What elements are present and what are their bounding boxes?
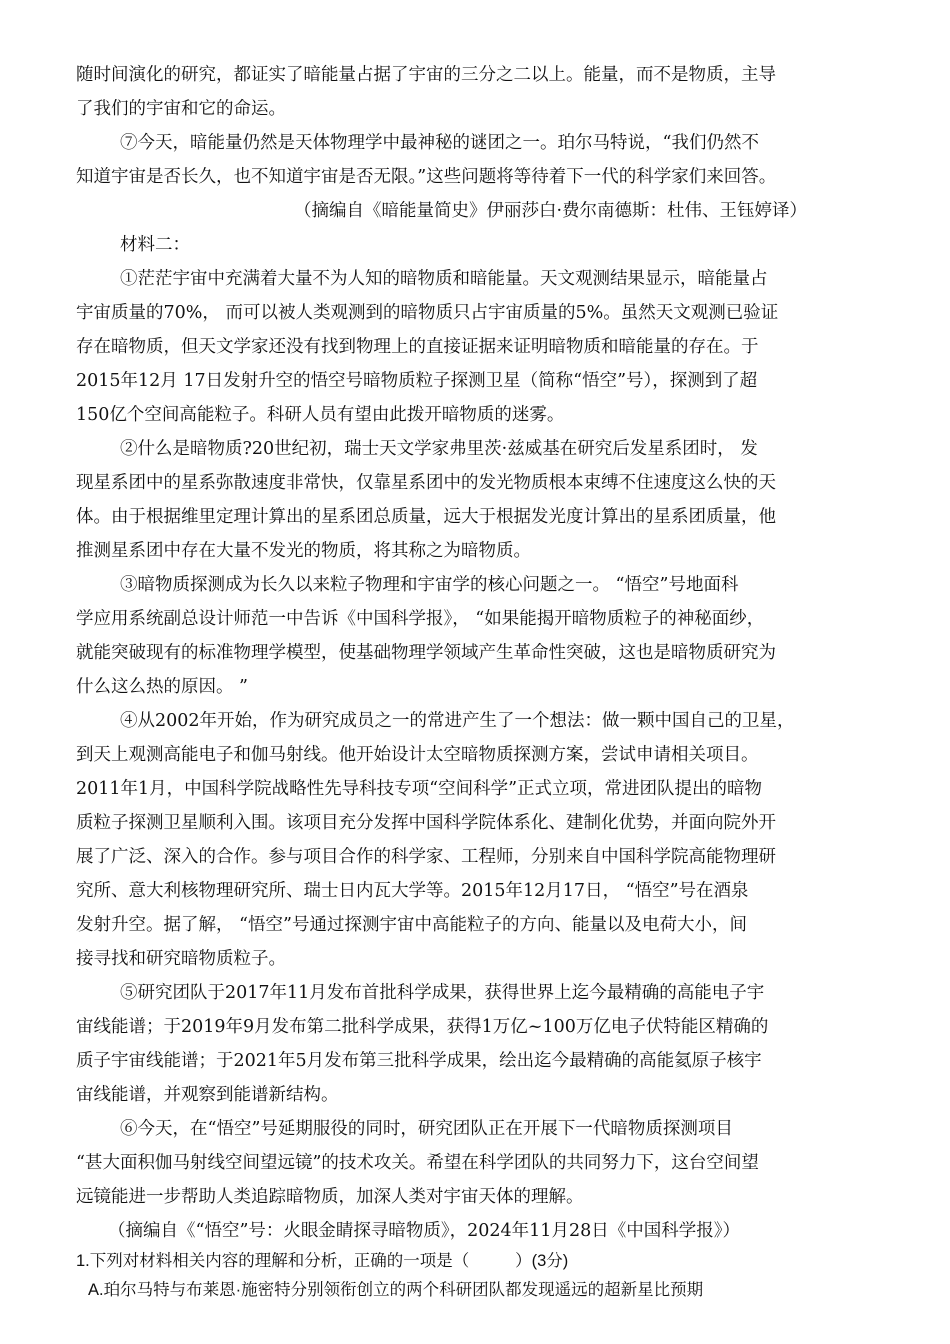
paragraph-1-line: ①茫茫宇宙中充满着大量不为人知的暗物质和暗能量。天文观测结果显示，暗能量占: [120, 269, 768, 289]
text-line: 就能突破现有的标准物理学模型，使基础物理学领域产生革命性突破，这也是暗物质研究为: [76, 643, 776, 663]
paragraph-7-line: ⑦今天，暗能量仍然是天体物理学中最神秘的谜团之一。珀尔马特说，“我们仍然不: [120, 133, 759, 153]
paragraph-6-line: ⑥今天，在“悟空”号延期服役的同时，研究团队正在开展下一代暗物质探测项目: [120, 1119, 733, 1139]
text-line: 质子宇宙线能谱；于2021年5月发布第三批科学成果，绘出迄今最精确的高能氦原子核宇: [76, 1051, 762, 1071]
text-line: 2015年12月 17日发射升空的悟空号暗物质粒子探测卫星（简称“悟空”号），探测到了超: [76, 371, 758, 391]
text-line: 推测星系团中存在大量不发光的物质，将其称之为暗物质。: [76, 541, 531, 561]
paragraph-5-line: ⑤研究团队于2017年11月发布首批科学成果，获得世界上迄今最精确的高能电子宇: [120, 983, 765, 1003]
text-line: 2011年1月，中国科学院战略性先导科技专项“空间科学”正式立项，常进团队提出的暗物: [76, 779, 763, 799]
text-line: 现星系团中的星系弥散速度非常快，仅靠星系团中的发光物质根本束缚不住速度这么快的天: [76, 473, 776, 493]
paragraph-4-line: ④从2002年开始，作为研究成员之一的常进产生了一个想法：做一颗中国自己的卫星，: [120, 711, 795, 731]
text-line: 学应用系统副总设计师范一中告诉《中国科学报》， “如果能揭开暗物质粒子的神秘面纱，: [76, 609, 765, 629]
text-line: 宙线能谱，并观察到能谱新结构。: [76, 1085, 339, 1105]
text-line: 究所、意大利核物理研究所、瑞士日内瓦大学等。2015年12月17日， “悟空”号在酒泉: [76, 881, 749, 901]
text-line: “甚大面积伽马射线空间望远镜”的技术攻关。希望在科学团队的共同努力下，这台空间望: [76, 1153, 759, 1173]
text-line: 接寻找和研究暗物质粒子。: [76, 949, 286, 969]
material-two-heading: 材料二：: [120, 235, 190, 255]
text-line: 体。由于根据维里定理计算出的星系团总质量，远大于根据发光度计算出的星系团质量，他: [76, 507, 776, 527]
source-citation-2: （摘编自《“悟空”号：火眼金睛探寻暗物质》，2024年11月28日《中国科学报》）: [108, 1221, 740, 1241]
text-line: 展了广泛、深入的合作。参与项目合作的科学家、工程师，分别来自中国科学院高能物理研: [76, 847, 776, 867]
paragraph-3-line: ③暗物质探测成为长久以来粒子物理和宇宙学的核心问题之一。 “悟空”号地面科: [120, 575, 739, 595]
question-1-stem: 1.下列对材料相关内容的理解和分析，正确的一项是（ ）(3分): [76, 1252, 569, 1270]
text-line: 发射升空。据了解， “悟空”号通过探测宇宙中高能粒子的方向、能量以及电荷大小，间: [76, 915, 747, 935]
text-line: 知道宇宙是否长久，也不知道宇宙是否无限。”这些问题将等待着下一代的科学家们来回答。: [76, 167, 777, 187]
text-line: 宇宙质量的70%， 而可以被人类观测到的暗物质只占宇宙质量的5%。虽然天文观测已验证: [76, 303, 779, 323]
text-line: 随时间演化的研究，都证实了暗能量占据了宇宙的三分之二以上。能量，而不是物质，主导: [76, 65, 776, 85]
paragraph-2-line: ②什么是暗物质?20世纪初，瑞士天文学家弗里茨·兹威基在研究后发星系团时， 发: [120, 439, 758, 459]
text-line: 质粒子探测卫星顺利入围。该项目充分发挥中国科学院体系化、建制化优势，并面向院外开: [76, 813, 776, 833]
text-line: 存在暗物质，但天文学家还没有找到物理上的直接证据来证明暗物质和暗能量的存在。于: [76, 337, 759, 357]
text-line: 150亿个空间高能粒子。科研人员有望由此拨开暗物质的迷雾。: [76, 405, 565, 425]
text-line: 到天上观测高能电子和伽马射线。他开始设计太空暗物质探测方案，尝试申请相关项目。: [76, 745, 759, 765]
text-line: 远镜能进一步帮助人类追踪暗物质，加深人类对宇宙天体的理解。: [76, 1187, 584, 1207]
text-line: 什么这么热的原因。 ”: [76, 677, 249, 697]
text-line: 宙线能谱；于2019年9月发布第二批科学成果，获得1万亿~100万亿电子伏特能区精确的: [76, 1017, 769, 1037]
question-1-option-a: A.珀尔马特与布莱恩·施密特分别领衔创立的两个科研团队都发现遥远的超新星比预期: [88, 1281, 704, 1299]
source-citation-1: （摘编自《暗能量简史》伊丽莎白·费尔南德斯：杜伟、王钰婷译）: [294, 201, 808, 221]
text-line: 了我们的宇宙和它的命运。: [76, 99, 286, 119]
